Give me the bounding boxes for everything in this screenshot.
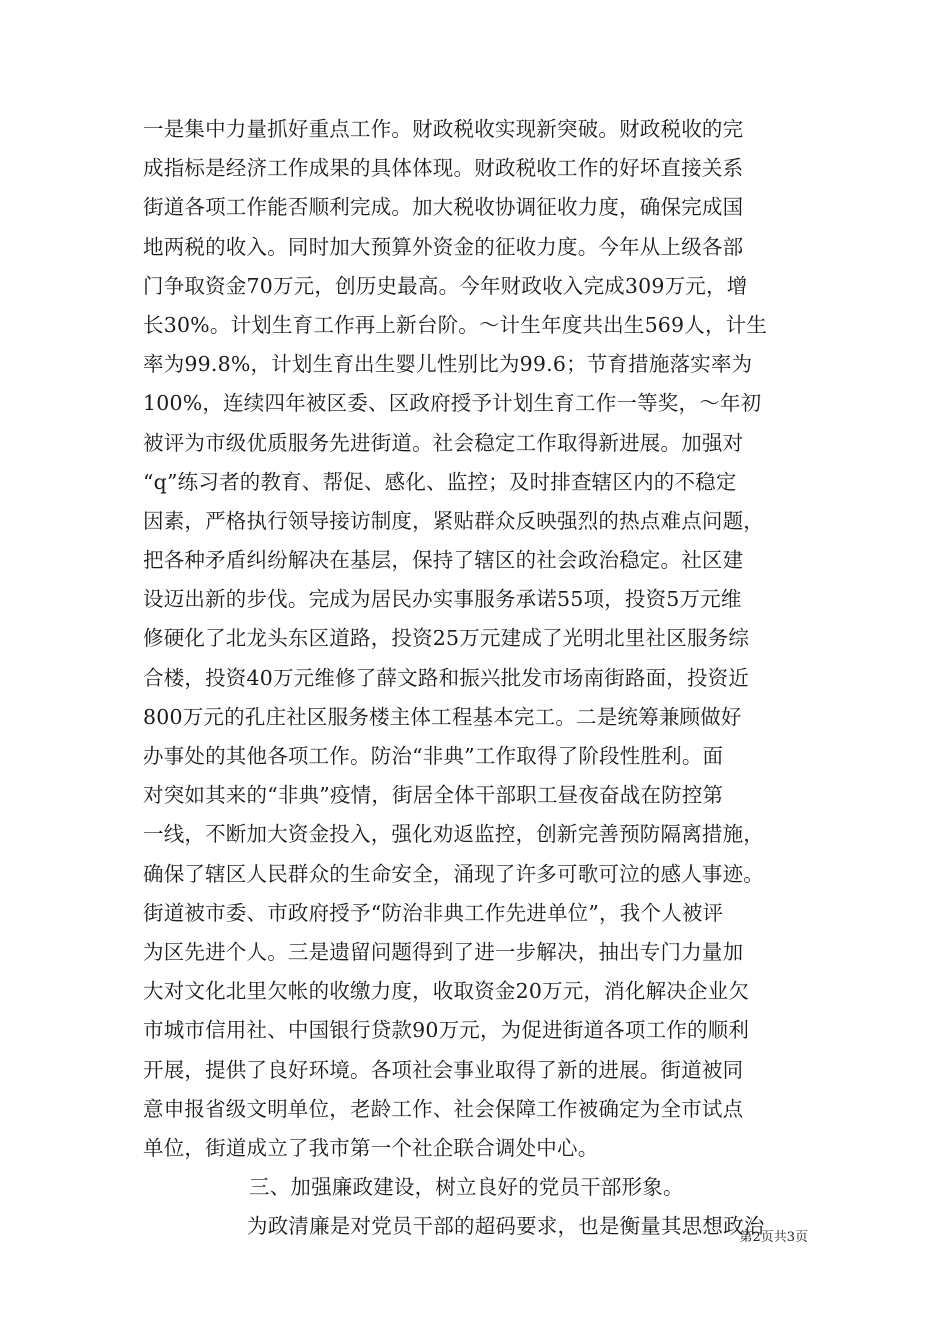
page-number: 第2页共3页 [739,1230,808,1245]
body-line-15: 合楼，投资40万元维修了薛文路和振兴批发市场南街路面，投资近 [143,665,750,690]
body-line-13: 设迈出新的步伐。完成为居民办实事服务承诺55项，投资5万元维 [143,587,742,612]
body-line-7: 率为99.8%，计划生育出生婴儿性别比为99.6；节育措施落实率为 [143,352,753,377]
body-line-3: 街道各项工作能否顺利完成。加大税收协调征收力度，确保完成国 [143,195,744,220]
body-line-16: 800万元的孔庄社区服务楼主体工程基本完工。二是统筹兼顾做好 [143,704,742,729]
body-line-22: 为区先进个人。三是遗留问题得到了进一步解决，抽出专门力量加 [143,939,744,964]
body-line-8: 100%，连续四年被区委、区政府授予计划生育工作一等奖，～年初 [143,391,762,416]
body-line-10: “q”练习者的教育、帮促、感化、监控；及时排查辖区内的不稳定 [143,469,737,494]
body-line-24: 市城市信用社、中国银行贷款90万元，为促进街道各项工作的顺利 [143,1018,750,1043]
body-line-18: 对突如其来的“非典”疫情，街居全体干部职工昼夜奋战在防控第 [143,783,724,808]
body-line-5: 门争取资金70万元，创历史最高。今年财政收入完成309万元，增 [143,273,748,298]
body-line-20: 确保了辖区人民群众的生命安全，涌现了许多可歌可泣的感人事迹。 [143,861,764,886]
body-line-14: 修硬化了北龙头东区道路，投资25万元建成了光明北里社区服务综 [143,626,750,651]
body-line-17: 办事处的其他各项工作。防治“非典”工作取得了阶段性胜利。面 [143,744,724,768]
body-line-9: 被评为市级优质服务先进街道。社会稳定工作取得新进展。加强对 [143,430,744,455]
body-line-4: 地两税的收入。同时加大预算外资金的征收力度。今年从上级各部 [143,234,744,259]
section-heading: 三、加强廉政建设，树立良好的党员干部形象。 [249,1175,684,1200]
body-line-26: 意申报省级文明单位，老龄工作、社会保障工作被确定为全市试点 [143,1096,744,1121]
body-line-6: 长30%。计划生育工作再上新台阶。～计生年度共出生569人，计生 [143,312,768,337]
body-line-19: 一线，不断加大资金投入，强化劝返监控，创新完善预防隔离措施， [143,822,764,847]
body-line-27: 单位，街道成立了我市第一个社企联合调处中心。 [143,1135,599,1160]
body-line-21: 街道被市委、市政府授予“防治非典工作先进单位”，我个人被评 [143,900,724,925]
body-line-25: 开展，提供了良好环境。各项社会事业取得了新的进展。街道被同 [143,1057,744,1082]
body-line-12: 把各种矛盾纠纷解决在基层，保持了辖区的社会政治稳定。社区建 [143,548,744,573]
body-line-2: 成指标是经济工作成果的具体体现。财政税收工作的好坏直接关系 [143,156,744,181]
body-line-23: 大对文化北里欠帐的收缴力度，收取资金20万元，消化解决企业欠 [143,979,750,1004]
paragraph-first-line: 为政清廉是对党员干部的超码要求，也是衡量其思想政治 [247,1214,765,1239]
body-line-11: 因素，严格执行领导接访制度，紧贴群众反映强烈的热点难点问题， [143,508,764,533]
document-body [143,110,823,1246]
body-line-1: 一是集中力量抓好重点工作。财政税收实现新突破。财政税收的完 [143,117,744,141]
